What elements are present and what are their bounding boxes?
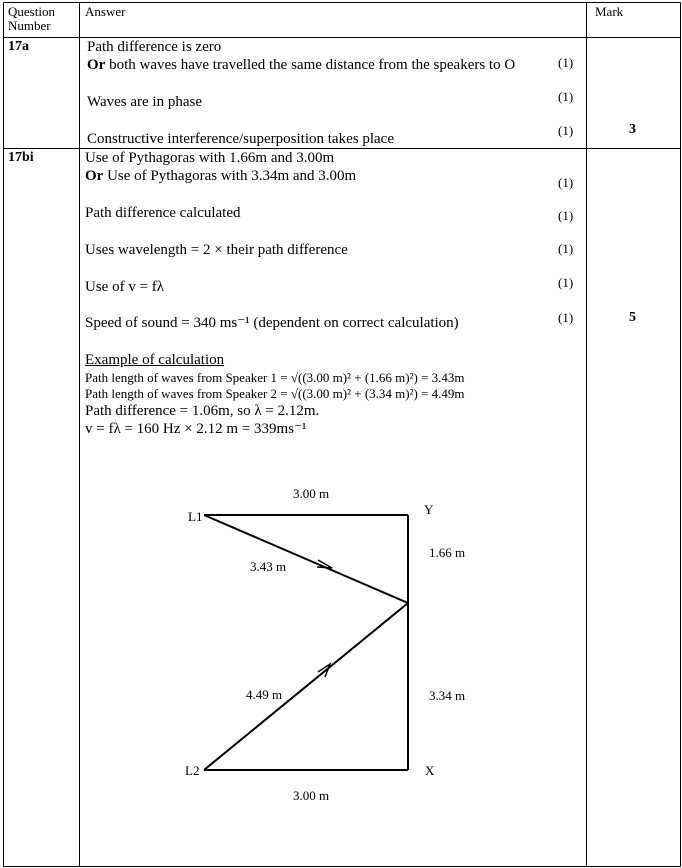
diagram-label-l2: L2 (185, 763, 200, 778)
mark-value: (1) (558, 89, 574, 104)
diagram-label-l1: L1 (188, 509, 203, 524)
mark-value: (1) (558, 310, 574, 325)
answer-line: Constructive interference/superposition takes place (87, 131, 394, 147)
answer-line: Use of v = fλ (85, 279, 165, 295)
diagram-label-bottom: 3.00 m (293, 788, 330, 803)
mark-value: (1) (558, 175, 574, 190)
answer-line: Or Use of Pythagoras with 3.34m and 3.00m (85, 168, 357, 184)
example-heading: Example of calculation (85, 352, 225, 368)
diagram-label-side-top: 1.66 m (429, 545, 466, 560)
header-question-number: Question Number (8, 4, 55, 33)
answer-line: Path difference is zero (87, 39, 222, 55)
question-number-17a: 17a (8, 39, 29, 54)
example-line: Path difference = 1.06m, so λ = 2.12m. (85, 403, 320, 419)
question-number-17bi: 17bi (8, 150, 34, 165)
answer-line: Speed of sound = 340 ms⁻¹ (dependent on correct calculation) (85, 315, 459, 331)
mark-value: (1) (558, 55, 574, 70)
answer-line: Or both waves have travelled the same distance from the speakers to O (87, 57, 516, 73)
path-l2 (204, 603, 408, 770)
total-mark: 5 (629, 310, 636, 325)
diagram-label-side-bottom: 3.34 m (429, 688, 466, 703)
example-line: Path length of waves from Speaker 2 = √((3.00 m)² + (3.34 m)²) = 4.49m (85, 386, 465, 401)
mark-value: (1) (558, 208, 574, 223)
diagram-label-d2: 4.49 m (246, 687, 283, 702)
diagram-label-x: X (425, 763, 435, 778)
example-line: v = fλ = 160 Hz × 2.12 m = 339ms⁻¹ (85, 421, 307, 437)
example-line: Path length of waves from Speaker 1 = √((3.00 m)² + (1.66 m)²) = 3.43m (85, 370, 465, 385)
answer-line: Use of Pythagoras with 1.66m and 3.00m (85, 150, 335, 166)
total-mark: 3 (629, 122, 636, 137)
path-l1 (204, 515, 408, 603)
diagram-label-y: Y (424, 502, 434, 517)
header-mark: Mark (595, 4, 624, 19)
mark-value: (1) (558, 241, 574, 256)
answer-line: Path difference calculated (85, 205, 241, 221)
header-answer: Answer (85, 4, 126, 19)
mark-value: (1) (558, 275, 574, 290)
answer-line: Uses wavelength = 2 × their path difference (85, 242, 348, 258)
diagram-label-top: 3.00 m (293, 486, 330, 501)
mark-value: (1) (558, 123, 574, 138)
answer-line: Waves are in phase (87, 94, 202, 110)
diagram-label-d1: 3.43 m (250, 559, 287, 574)
